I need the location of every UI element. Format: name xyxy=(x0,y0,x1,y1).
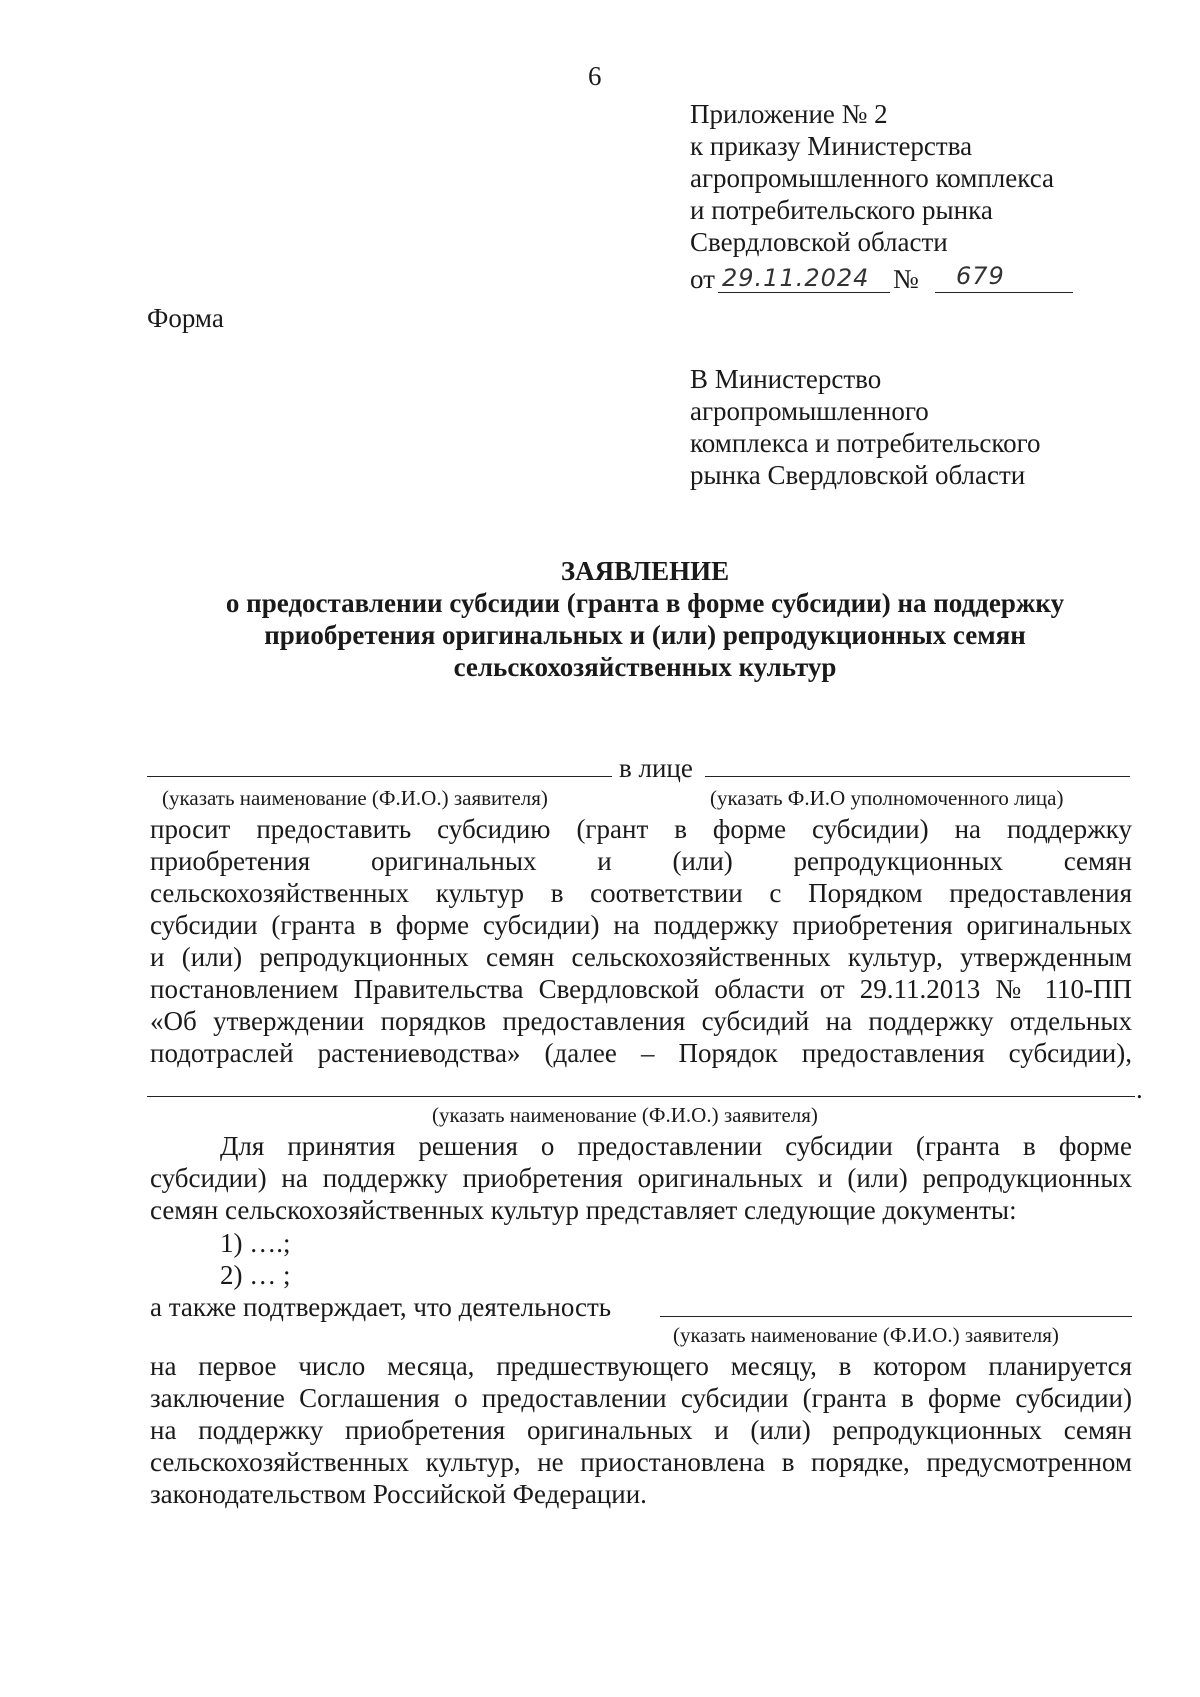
paragraph-line: сельскохозяйственных культур, не приостановлена в порядке, предусмотренном xyxy=(150,1447,1132,1477)
paragraph-line: на первое число месяца, предшествующего месяцу, в котором планируется xyxy=(150,1351,1132,1381)
paragraph-line: законодательством Российской Федерации. xyxy=(150,1479,647,1509)
paragraph-confirmation xyxy=(150,1350,1132,1510)
appendix-line: к приказу Министерства xyxy=(690,131,973,161)
number-prefix: № xyxy=(893,264,919,294)
paragraph-request xyxy=(150,813,1132,1069)
caption-applicant-2: (указать наименование (Ф.И.О.) заявителя) xyxy=(432,1103,818,1127)
caption-applicant-3: (указать наименование (Ф.И.О.) заявителя) xyxy=(673,1323,1059,1347)
title-subtitle: приобретения оригинальных и (или) репродукционных семян xyxy=(264,620,1026,650)
addressee-line: агропромышленного xyxy=(690,396,929,426)
appendix-block xyxy=(690,98,1054,258)
addressee-line: В Министерство xyxy=(690,364,882,394)
appendix-line: агропромышленного комплекса xyxy=(690,163,1054,193)
paragraph-line: субсидии (гранта в форме субсидии) на поддержку приобретения оригинальных xyxy=(150,910,1132,940)
handwritten-date: 29.11.2024 xyxy=(722,264,870,292)
appendix-line: Приложение № 2 xyxy=(690,99,888,129)
confirm-prefix: а также подтверждает, что деятельность xyxy=(150,1292,612,1322)
paragraph-line: Для принятия решения о предоставлении субсидии (гранта в форме xyxy=(220,1131,1132,1161)
title-subtitle: о предоставлении субсидии (гранта в форме субсидии) на поддержку xyxy=(225,588,1065,618)
date-prefix: от xyxy=(690,264,715,294)
authorized-person-field xyxy=(705,776,1130,777)
caption-authorized: (указать Ф.И.О уполномоченного лица) xyxy=(710,786,1064,810)
form-label: Форма xyxy=(147,303,224,333)
paragraph-line: заключение Соглашения о предоставлении субсидии (гранта в форме субсидии) xyxy=(150,1383,1132,1413)
handwritten-number: 679 xyxy=(956,262,1005,290)
page-number: 6 xyxy=(588,61,602,91)
title-heading: ЗАЯВЛЕНИЕ xyxy=(560,556,730,586)
caption-applicant: (указать наименование (Ф.И.О.) заявителя) xyxy=(162,786,548,810)
paragraph-line: подотраслей растениеводства» (далее – Порядок предоставления субсидии), xyxy=(150,1038,1132,1068)
line-end-dot: . xyxy=(1136,1074,1143,1104)
date-underline xyxy=(718,292,890,293)
paragraph-line: сельскохозяйственных культур в соответствии с Порядком предоставления xyxy=(150,878,1132,908)
paragraph-line: «Об утверждении порядков предоставления субсидий на поддержку отдельных xyxy=(150,1006,1132,1036)
title-subtitle: сельскохозяйственных культур xyxy=(453,652,837,682)
paragraph-line: просит предоставить субсидию (грант в форме субсидии) на поддержку xyxy=(150,814,1132,844)
appendix-line: Свердловской области xyxy=(690,227,948,257)
paragraph-line: и (или) репродукционных семян сельскохозяйственных культур, утвержденным xyxy=(150,942,1132,972)
paragraph-line: постановлением Правительства Свердловской области от 29.11.2013 № 110-ПП xyxy=(150,974,1132,1004)
applicant-name-field xyxy=(147,776,612,777)
addressee-line: рынка Свердловской области xyxy=(690,460,1026,490)
addressee-block xyxy=(690,363,1041,491)
list-item: 1) ….; xyxy=(220,1228,291,1258)
applicant-name-field-2 xyxy=(147,1096,1135,1097)
addressee-line: комплекса и потребительского xyxy=(690,428,1041,458)
paragraph-line: семян сельскохозяйственных культур представляет следующие документы: xyxy=(150,1195,1017,1225)
list-item: 2) … ; xyxy=(220,1260,291,1290)
appendix-line: и потребительского рынка xyxy=(690,195,993,225)
document-title xyxy=(150,555,1140,683)
in-person-label: в лице xyxy=(619,753,693,783)
paragraph-line: субсидии) на поддержку приобретения оригинальных и (или) репродукционных xyxy=(150,1163,1132,1193)
paragraph-line: на поддержку приобретения оригинальных и (или) репродукционных семян xyxy=(150,1415,1132,1445)
paragraph-line: приобретения оригинальных и (или) репродукционных семян xyxy=(150,846,1132,876)
paragraph-documents xyxy=(150,1130,1132,1226)
number-underline xyxy=(935,292,1073,293)
applicant-name-field-3 xyxy=(660,1316,1132,1317)
